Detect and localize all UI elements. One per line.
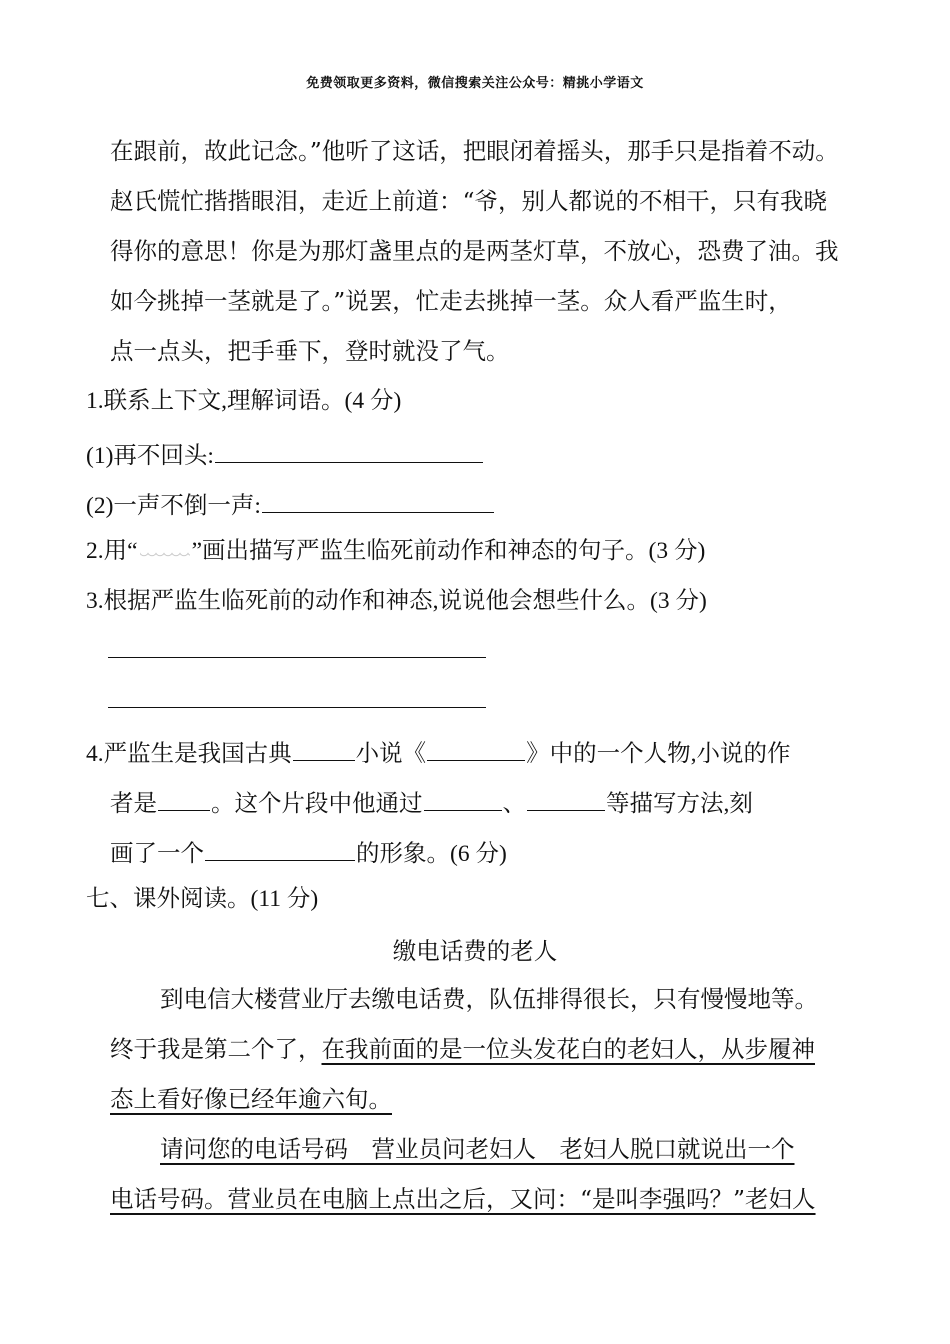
question-1-sub-1 bbox=[86, 436, 484, 471]
passage-line-4: 如今挑掉一茎就是了。”说罢，忙走去挑掉一茎。众人看严监生时， bbox=[110, 287, 792, 315]
underlined-sentence: 态上看好像已经年逾六旬。 bbox=[110, 1085, 392, 1113]
blank-image[interactable] bbox=[205, 834, 355, 861]
question-1-prompt: 1.联系上下文,理解词语。(4 分) bbox=[86, 388, 402, 414]
q4-text: 等描写方法,刻 bbox=[606, 791, 753, 817]
sub-2-label: (2)一声不倒一声: bbox=[86, 493, 261, 519]
blank-novel-title[interactable] bbox=[427, 734, 525, 761]
wavy-line-symbol bbox=[140, 548, 190, 558]
question-2-text-post: ”画出描写严监生临死前动作和神态的句子。(3 分) bbox=[191, 538, 706, 564]
q4-text: 。这个片段中他通过 bbox=[211, 791, 423, 817]
blank-method-1[interactable] bbox=[424, 784, 502, 811]
answer-blank-2[interactable] bbox=[262, 486, 494, 513]
sub-1-label: (1)再不回头: bbox=[86, 443, 214, 469]
story-title: 缴电话费的老人 bbox=[392, 937, 558, 965]
story-line-4 bbox=[160, 1134, 795, 1164]
answer-line-2[interactable] bbox=[108, 707, 486, 708]
underlined-sentence: 请问您的电话号码 营业员问老妇人 老妇人脱口就说出一个 bbox=[160, 1135, 795, 1163]
blank-genre[interactable] bbox=[293, 734, 355, 761]
page-header: 免费领取更多资料，微信搜索关注公众号：精挑小学语文 bbox=[306, 76, 644, 91]
underlined-sentence: 电话号码。营业员在电脑上点出之后，又问：“是叫李强吗？”老妇人 bbox=[110, 1185, 816, 1213]
question-2 bbox=[86, 536, 705, 566]
answer-line-1[interactable] bbox=[108, 657, 486, 658]
q4-text: 、 bbox=[502, 791, 526, 817]
passage-line-3: 得你的意思！你是为那灯盏里点的是两茎灯草，不放心，恐费了油。我 bbox=[110, 237, 839, 265]
question-4-line-1 bbox=[86, 734, 791, 769]
q4-text: 者是 bbox=[110, 791, 157, 817]
section-7-heading: 七、课外阅读。(11 分) bbox=[86, 886, 319, 912]
underlined-sentence: 在我前面的是一位头发花白的老妇人，从步履神 bbox=[321, 1035, 815, 1063]
story-line-3 bbox=[110, 1084, 392, 1114]
question-1-sub-2 bbox=[86, 486, 495, 521]
passage-line-1: 在跟前，故此记念。”他听了这话，把眼闭着摇头，那手只是指着不动。 bbox=[110, 137, 839, 165]
question-2-text-pre: 2.用“ bbox=[86, 538, 138, 564]
q4-text: 小说《 bbox=[355, 741, 427, 767]
passage-line-5: 点一点头，把手垂下，登时就没了气。 bbox=[110, 337, 510, 365]
q4-text: 》中的一个人物,小说的作 bbox=[526, 741, 791, 767]
story-line-2 bbox=[110, 1034, 815, 1064]
q4-text: 画了一个 bbox=[110, 841, 204, 867]
blank-author[interactable] bbox=[158, 784, 210, 811]
q4-text: 4.严监生是我国古典 bbox=[86, 741, 292, 767]
q4-text: 的形象。(6 分) bbox=[356, 841, 507, 867]
answer-blank-1[interactable] bbox=[215, 436, 483, 463]
story-line-5 bbox=[110, 1184, 816, 1214]
question-3-prompt: 3.根据严监生临死前的动作和神态,说说他会想些什么。(3 分) bbox=[86, 588, 707, 614]
question-4-line-3 bbox=[110, 834, 507, 869]
question-4-line-2 bbox=[110, 784, 753, 819]
story-text: 终于我是第二个了， bbox=[110, 1035, 322, 1063]
story-line-1: 到电信大楼营业厅去缴电话费，队伍排得很长，只有慢慢地等。 bbox=[160, 985, 818, 1013]
passage-line-2: 赵氏慌忙揩揩眼泪，走近上前道：“爷，别人都说的不相干，只有我晓 bbox=[110, 187, 828, 215]
blank-method-2[interactable] bbox=[527, 784, 605, 811]
